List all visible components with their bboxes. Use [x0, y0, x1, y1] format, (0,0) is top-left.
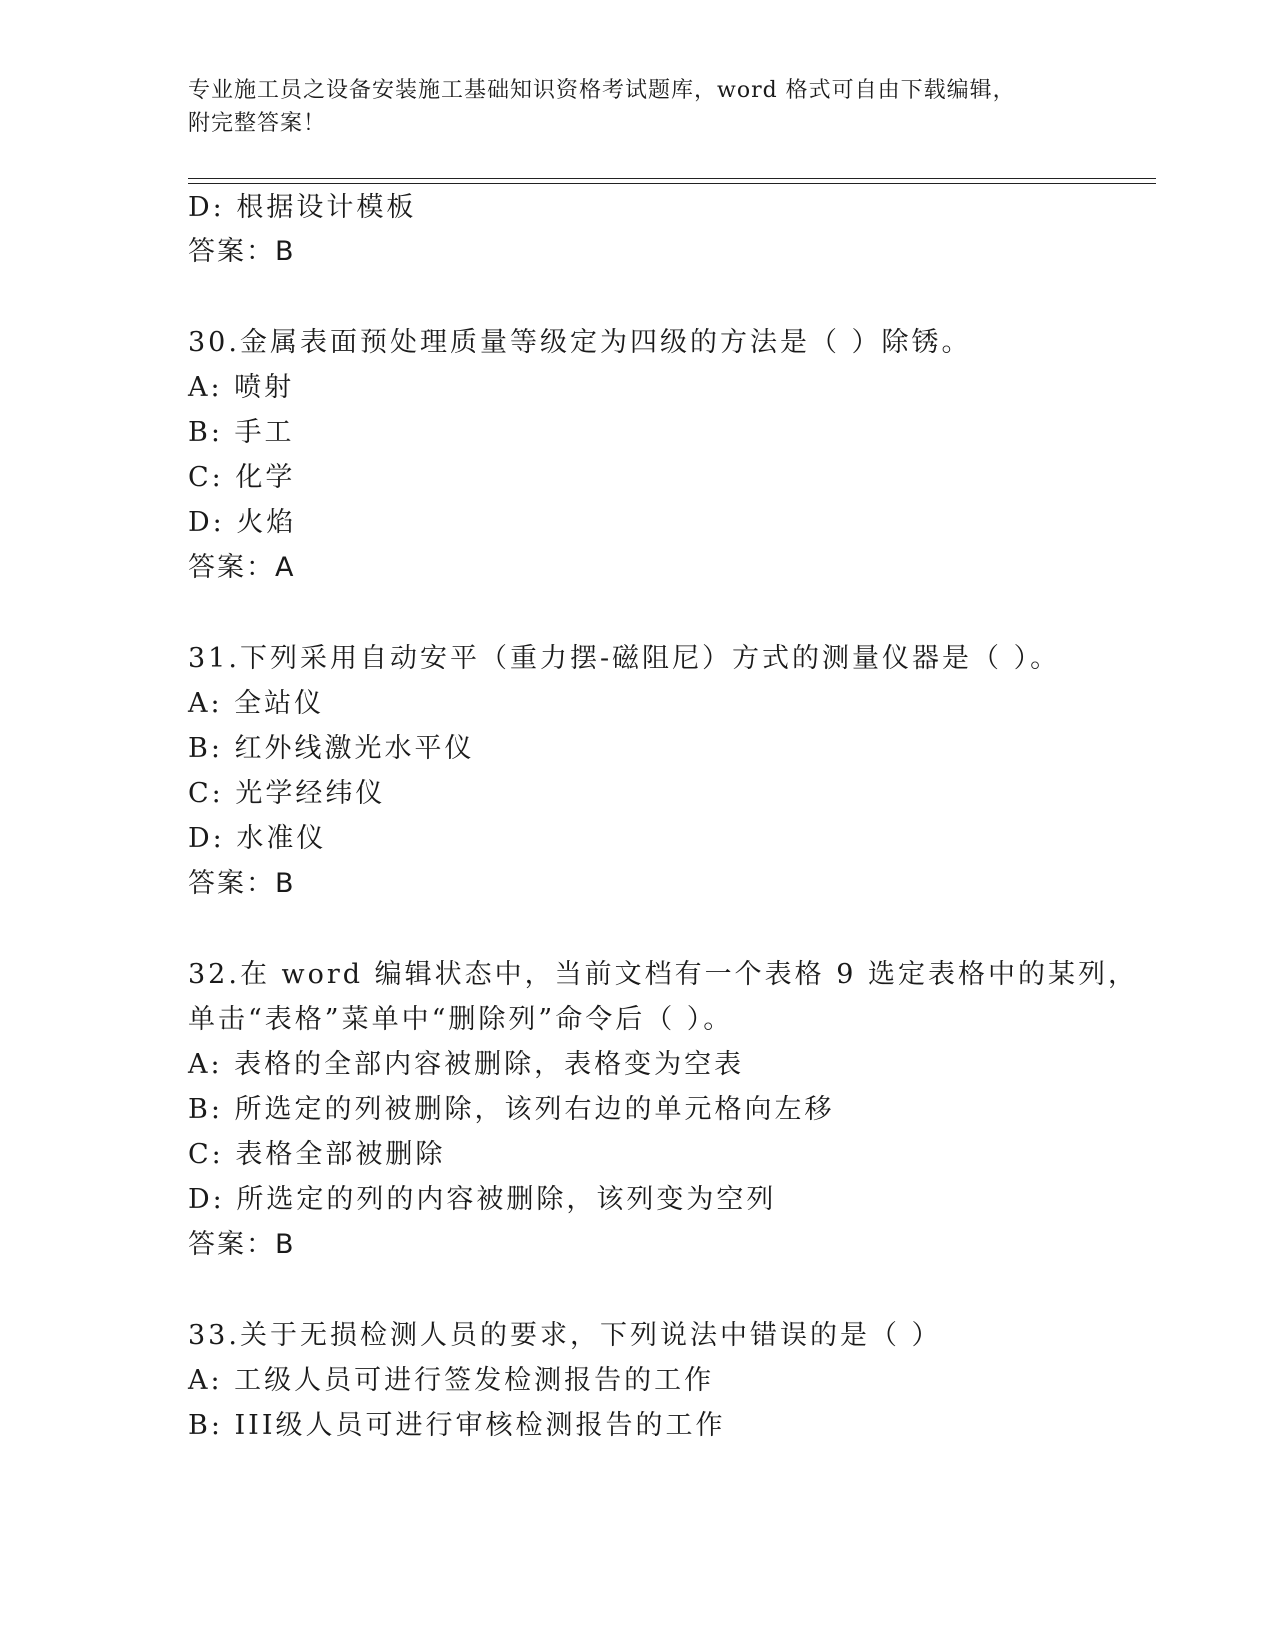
q33-option-b: B: III级人员可进行审核检测报告的工作 [188, 1410, 726, 1441]
q32-question-line-1: 32.在 word 编辑状态中，当前文档有一个表格 9 选定表格中的某列， [188, 959, 1139, 990]
q30-option-b: B: 手工 [188, 417, 295, 448]
header-divider-top [188, 178, 1156, 179]
q31-option-a: A: 全站仪 [188, 688, 325, 719]
q30-question: 30.金属表面预处理质量等级定为四级的方法是（ ）除锈。 [188, 327, 972, 358]
q33-question: 33.关于无损检测人员的要求，下列说法中错误的是（ ） [188, 1320, 942, 1351]
header-line-1: 专业施工员之设备安装施工基础知识资格考试题库，word 格式可自由下载编辑， [188, 78, 1016, 103]
q30-option-d: D: 火焰 [188, 507, 297, 538]
q31-option-d: D: 水准仪 [188, 823, 327, 854]
q29-option-d: D: 根据设计模板 [188, 192, 417, 223]
q30-option-c: C: 化学 [188, 462, 296, 493]
q31-option-b: B: 红外线激光水平仪 [188, 733, 475, 764]
q31-answer: 答案：B [188, 868, 296, 899]
header-line-2: 附完整答案！ [188, 111, 327, 136]
q31-question: 31.下列采用自动安平（重力摆-磁阻尼）方式的测量仪器是（ ）。 [188, 643, 1061, 674]
q31-option-c: C: 光学经纬仪 [188, 778, 386, 809]
q29-answer: 答案：B [188, 236, 296, 267]
q32-option-c: C: 表格全部被删除 [188, 1139, 446, 1170]
document-header [188, 74, 1088, 140]
q32-question-line-2: 单击“表格”菜单中“删除列”命令后（ ）。 [188, 1004, 734, 1035]
q30-option-a: A: 喷射 [188, 372, 295, 403]
header-divider-bottom [188, 183, 1156, 184]
q32-answer: 答案：B [188, 1229, 296, 1260]
q32-option-a: A: 表格的全部内容被删除，表格变为空表 [188, 1049, 745, 1080]
q32-option-b: B: 所选定的列被删除，该列右边的单元格向左移 [188, 1094, 835, 1125]
q30-answer: 答案：A [188, 552, 296, 583]
q32-option-d: D: 所选定的列的内容被删除，该列变为空列 [188, 1184, 777, 1215]
q33-option-a: A: 工级人员可进行签发检测报告的工作 [188, 1365, 715, 1396]
